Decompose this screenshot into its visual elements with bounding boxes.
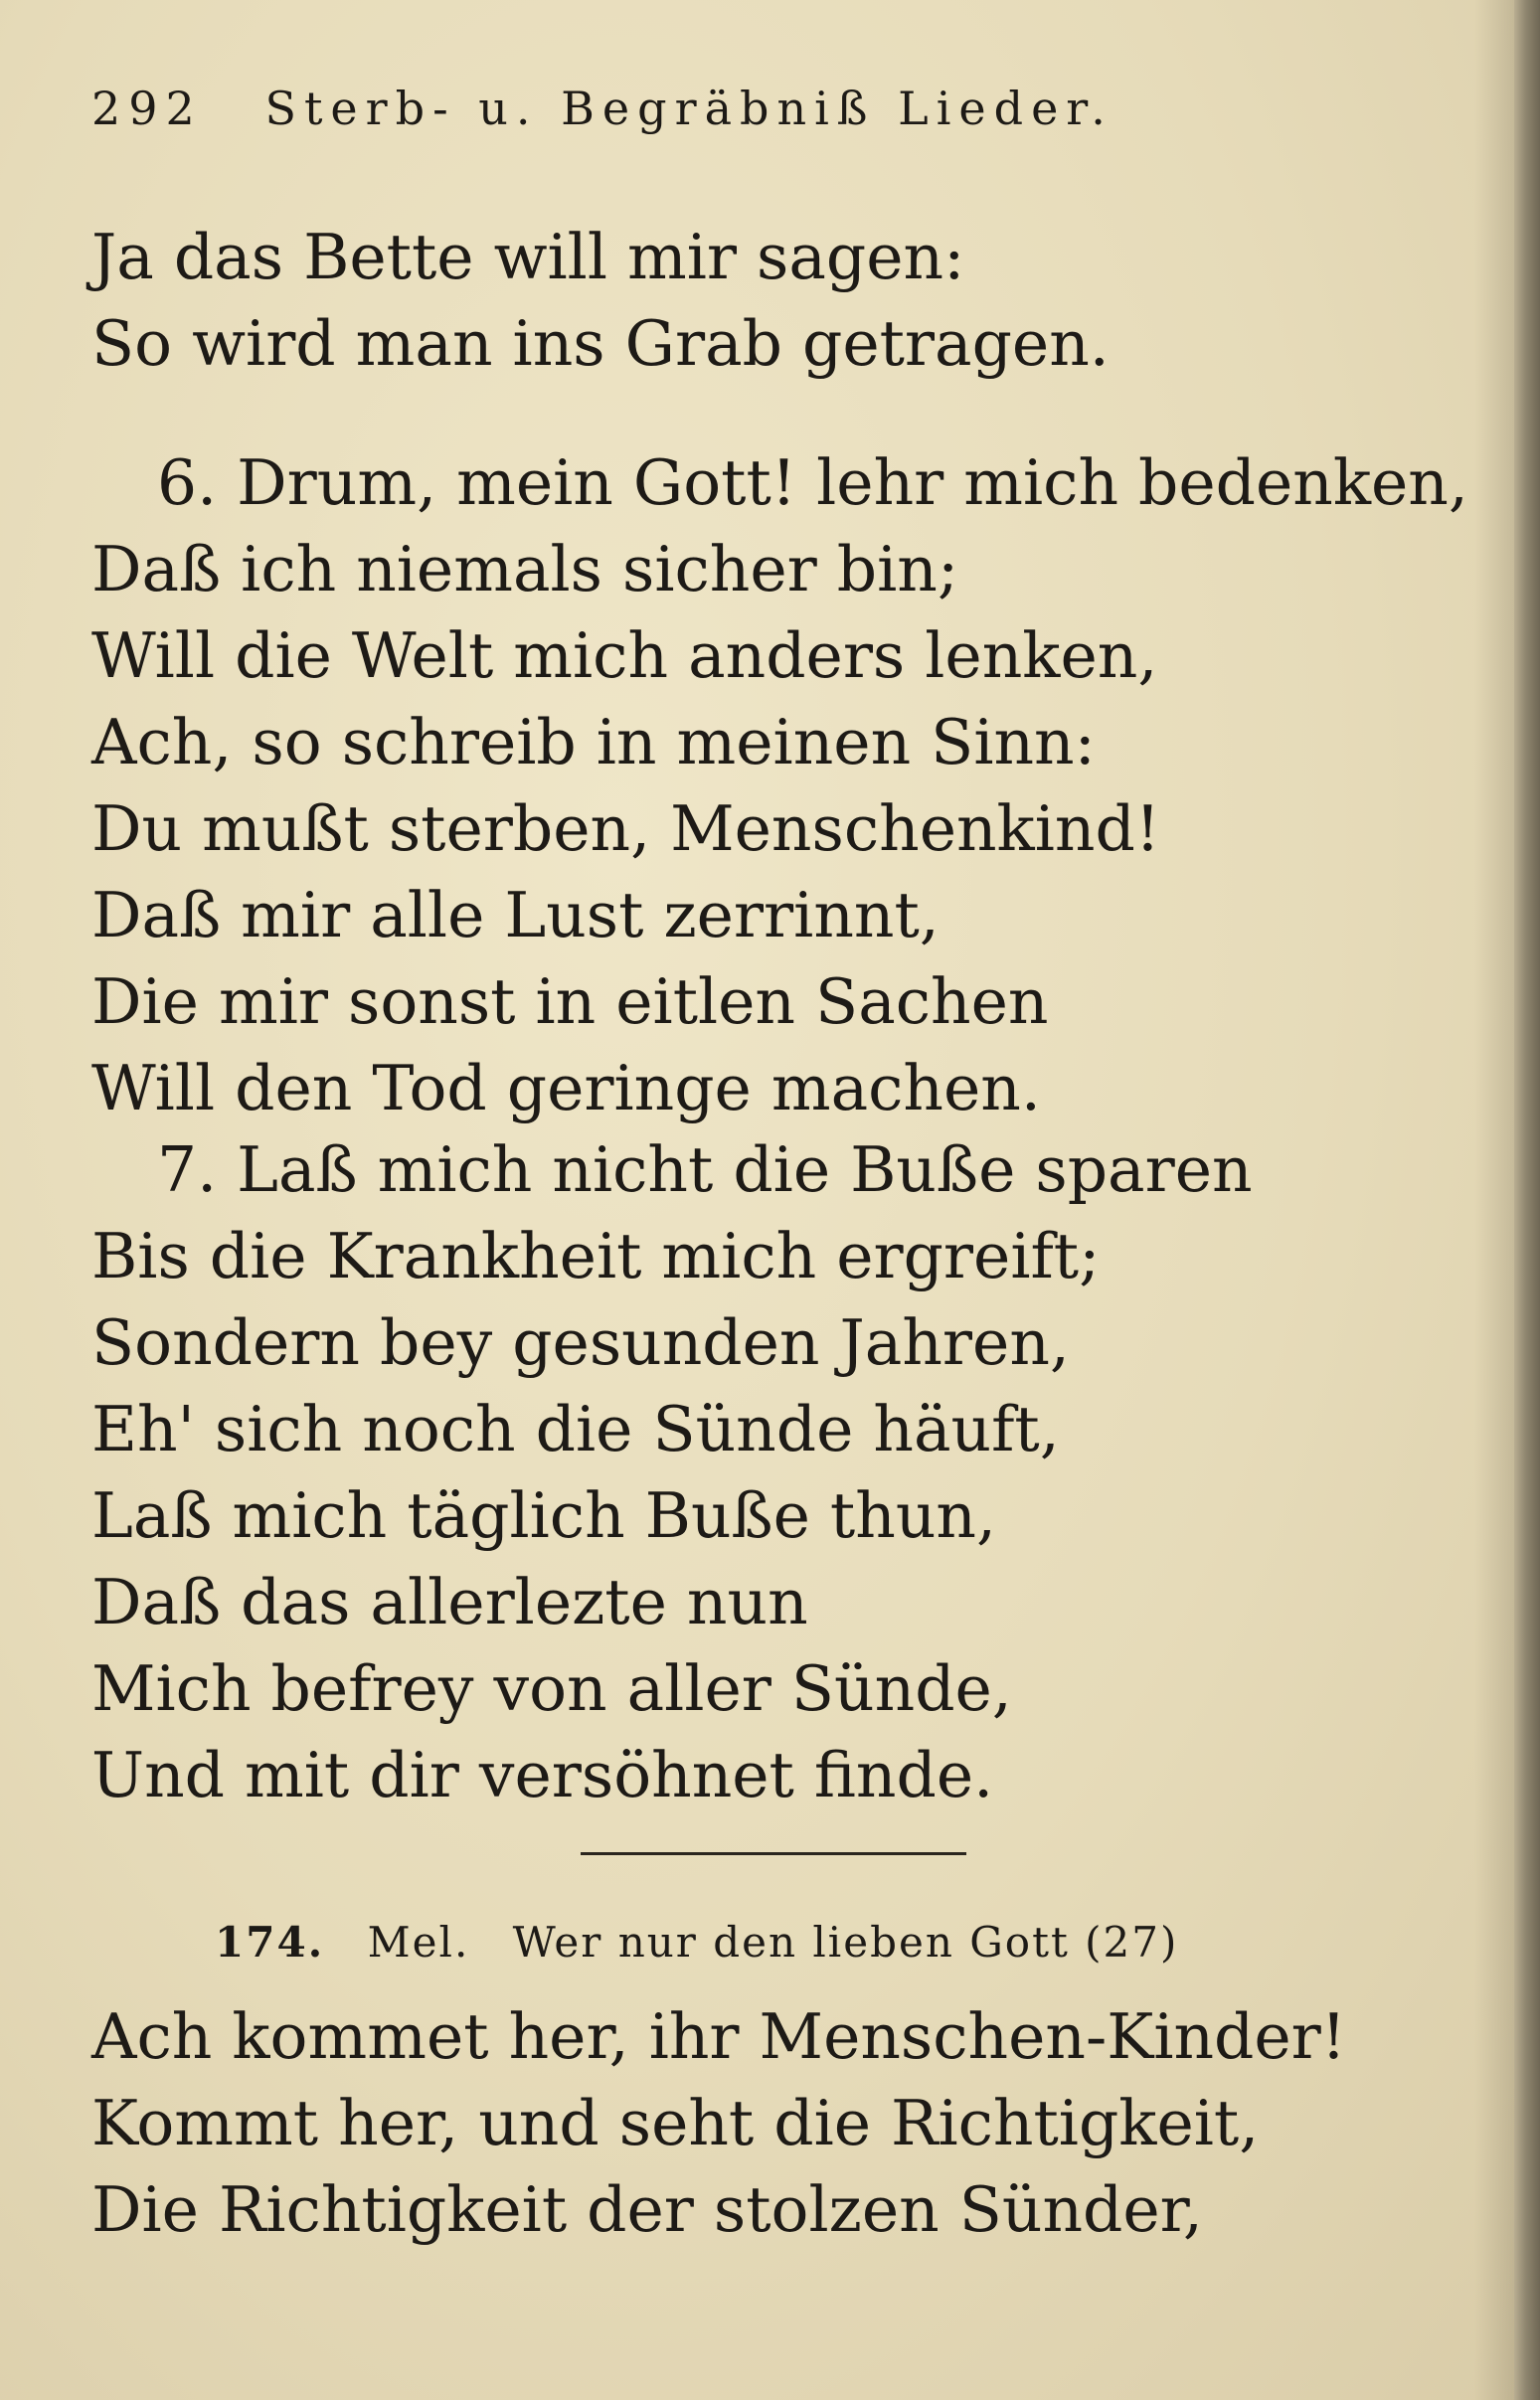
- hymn-heading: [215, 1918, 1178, 1967]
- section-divider: [581, 1852, 966, 1855]
- verse-line: So wird man ins Grab getragen.: [91, 307, 1110, 380]
- verse-line: Ja das Bette will mir sagen:: [91, 221, 965, 293]
- verse-line: Daß ich niemals sicher bin;: [91, 533, 959, 605]
- gutter-shadow: [1474, 0, 1514, 2400]
- verse-line: 7. Laß mich nicht die Buße sparen: [157, 1133, 1253, 1206]
- verse-line: Sondern bey gesunden Jahren,: [91, 1306, 1070, 1379]
- verse-line: Ach, so schreib in meinen Sinn:: [91, 706, 1096, 778]
- melody-label: Mel.: [367, 1918, 470, 1967]
- verse-line: Eh' sich noch die Sünde häuft,: [91, 1393, 1060, 1465]
- verse-line: Mich befrey von aller Sünde,: [91, 1652, 1012, 1725]
- verse-line: Die Richtigkeit der stolzen Sünder,: [91, 2173, 1203, 2246]
- book-spine: [1514, 0, 1540, 2400]
- hymn-174-text: [91, 1993, 1346, 2253]
- verse-line: Die mir sonst in eitlen Sachen: [91, 965, 1049, 1038]
- verse-line: Kommt her, und seht die Richtigkeit,: [91, 2087, 1260, 2159]
- page-number: 292: [91, 82, 203, 135]
- verse-line: Ach kommet her, ihr Menschen-Kinder!: [91, 2000, 1347, 2073]
- verse-line: Laß mich täglich Buße thun,: [91, 1479, 996, 1552]
- melody-reference: Wer nur den lieben Gott (27): [512, 1918, 1179, 1967]
- verse-line: Daß das allerlezte nun: [91, 1566, 808, 1638]
- verse-line: Bis die Krankheit mich ergreift;: [91, 1220, 1101, 1292]
- verse-line: Will den Tod geringe machen.: [91, 1052, 1041, 1124]
- verse-line: Daß mir alle Lust zerrinnt,: [91, 879, 940, 951]
- hymn-number: 174.: [215, 1918, 325, 1967]
- running-head: [91, 82, 1113, 135]
- verse-line: Du mußt sterben, Menschenkind!: [91, 792, 1161, 865]
- section-title: Sterb- u. Begräbniß Lieder.: [264, 82, 1113, 135]
- stanza-7: [91, 1126, 1253, 1818]
- verse-line: Will die Welt mich anders lenken,: [91, 619, 1158, 692]
- verse-line: 6. Drum, mein Gott! lehr mich bedenken,: [157, 446, 1468, 519]
- stanza-6: [91, 439, 1468, 1131]
- verse-line: Und mit dir versöhnet finde.: [91, 1739, 994, 1811]
- continuation-lines: [91, 214, 1110, 387]
